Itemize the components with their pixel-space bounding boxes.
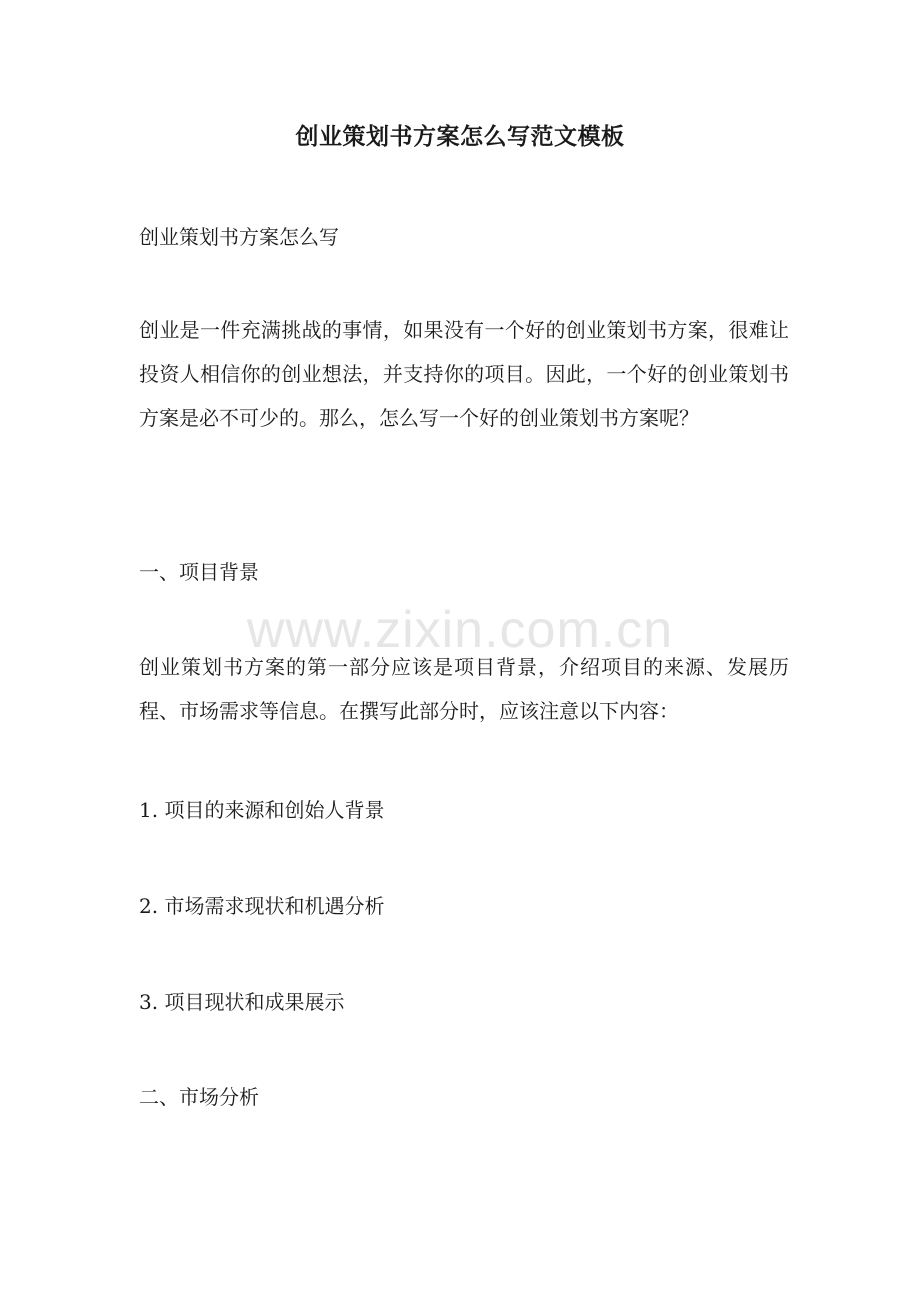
- section-2-heading: 二、市场分析: [139, 1085, 259, 1109]
- list-item-2: 2. 市场需求现状和机遇分析: [139, 894, 385, 918]
- section-1-body: 创业策划书方案的第一部分应该是项目背景，介绍项目的来源、发展历程、市场需求等信息。在撰写此部分时，应该注意以下内容：: [139, 655, 789, 723]
- section-1-heading: 一、项目背景: [139, 560, 259, 584]
- list-item-3: 3. 项目现状和成果展示: [139, 990, 345, 1014]
- watermark: www.zixin.com.cn: [246, 601, 674, 659]
- document-title: 创业策划书方案怎么写范文模板: [295, 123, 625, 150]
- document-subtitle: 创业策划书方案怎么写: [139, 225, 339, 249]
- list-item-1: 1. 项目的来源和创始人背景: [139, 798, 385, 822]
- intro-paragraph: 创业是一件充满挑战的事情，如果没有一个好的创业策划书方案，很难让投资人相信你的创业想法，并支持你的项目。因此，一个好的创业策划书方案是必不可少的。那么，怎么写一个好的创业策划书方案呢？: [139, 318, 789, 430]
